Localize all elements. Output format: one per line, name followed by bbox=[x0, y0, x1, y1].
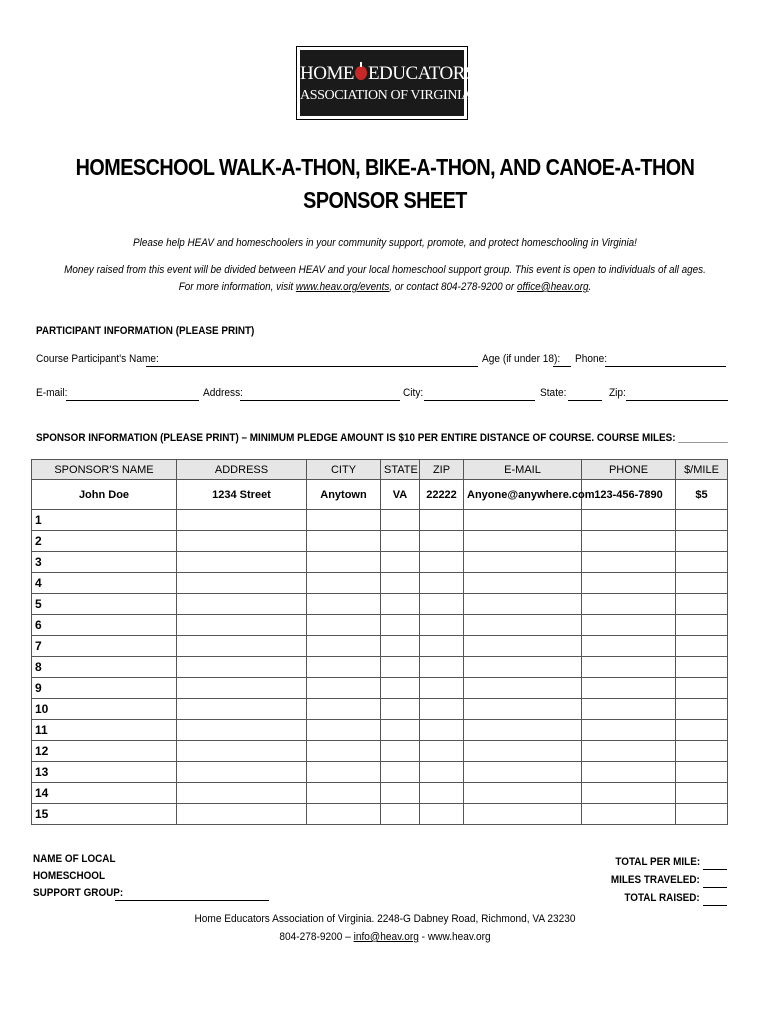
table-cell[interactable] bbox=[177, 720, 307, 741]
table-cell[interactable] bbox=[676, 615, 728, 636]
table-cell[interactable] bbox=[676, 510, 728, 531]
row-number-cell[interactable]: 5 bbox=[32, 594, 177, 615]
table-row bbox=[32, 531, 728, 552]
table-cell[interactable] bbox=[420, 762, 464, 783]
table-row bbox=[32, 804, 728, 825]
table-cell[interactable] bbox=[582, 783, 676, 804]
table-cell[interactable] bbox=[676, 552, 728, 573]
table-cell[interactable] bbox=[420, 531, 464, 552]
table-cell[interactable] bbox=[307, 573, 381, 594]
column-header: E-MAIL bbox=[464, 460, 582, 480]
participant-name-label: Course Participant's Name: bbox=[36, 353, 159, 365]
table-cell[interactable] bbox=[464, 783, 582, 804]
table-cell[interactable] bbox=[381, 531, 420, 552]
participant-name-field[interactable] bbox=[146, 366, 478, 367]
city-label: City: bbox=[403, 387, 424, 399]
row-number-cell[interactable]: 1 bbox=[32, 510, 177, 531]
apple-icon bbox=[355, 66, 367, 80]
zip-field[interactable] bbox=[626, 400, 728, 401]
intro-paragraph-2: Money raised from this event will be divided between HEAV and your local homeschool support group. This event is open to individuals of all ages. bbox=[64, 264, 706, 276]
table-cell[interactable] bbox=[464, 552, 582, 573]
table-cell[interactable] bbox=[676, 783, 728, 804]
sponsor-table bbox=[31, 459, 728, 825]
sponsor-heading: SPONSOR INFORMATION (PLEASE PRINT) – MINIMUM PLEDGE AMOUNT IS $10 PER ENTIRE DISTANCE OF COURSE. COURSE MILES: _________ bbox=[36, 432, 728, 444]
table-cell[interactable] bbox=[177, 594, 307, 615]
table-cell[interactable] bbox=[676, 636, 728, 657]
logo-line-2: ASSOCIATION OF VIRGINIA bbox=[300, 88, 471, 103]
table-cell[interactable] bbox=[464, 594, 582, 615]
zip-label: Zip: bbox=[609, 387, 626, 399]
table-cell[interactable] bbox=[582, 699, 676, 720]
row-number-cell[interactable]: 9 bbox=[32, 678, 177, 699]
table-cell[interactable] bbox=[582, 804, 676, 825]
table-cell[interactable] bbox=[420, 699, 464, 720]
table-cell[interactable] bbox=[420, 804, 464, 825]
table-cell[interactable] bbox=[676, 657, 728, 678]
table-cell[interactable] bbox=[307, 783, 381, 804]
footer-contact bbox=[31, 931, 739, 943]
table-cell[interactable] bbox=[420, 720, 464, 741]
events-link[interactable]: www.heav.org/events bbox=[295, 281, 390, 293]
column-header: CITY bbox=[307, 460, 381, 480]
footer-website: - www.heav.org bbox=[418, 931, 491, 943]
table-cell[interactable] bbox=[381, 552, 420, 573]
table-cell[interactable] bbox=[381, 720, 420, 741]
intro-text: For more information, visit bbox=[178, 281, 296, 293]
table-cell[interactable] bbox=[582, 615, 676, 636]
table-cell[interactable] bbox=[676, 573, 728, 594]
table-cell[interactable] bbox=[381, 699, 420, 720]
table-cell[interactable] bbox=[177, 510, 307, 531]
row-number-cell[interactable]: 6 bbox=[32, 615, 177, 636]
state-label: State: bbox=[540, 387, 567, 399]
table-cell[interactable] bbox=[307, 552, 381, 573]
table-cell[interactable] bbox=[582, 531, 676, 552]
table-cell[interactable] bbox=[381, 762, 420, 783]
address-field[interactable] bbox=[240, 400, 400, 401]
participant-heading: PARTICIPANT INFORMATION (PLEASE PRINT) bbox=[36, 325, 255, 337]
table-row bbox=[32, 657, 728, 678]
row-number-cell[interactable]: 11 bbox=[32, 720, 177, 741]
phone-field[interactable] bbox=[605, 366, 726, 367]
table-cell[interactable] bbox=[676, 678, 728, 699]
table-cell[interactable] bbox=[307, 594, 381, 615]
table-cell[interactable] bbox=[307, 657, 381, 678]
info-email-link[interactable]: info@heav.org bbox=[353, 931, 419, 943]
table-cell[interactable] bbox=[381, 783, 420, 804]
table-cell[interactable] bbox=[464, 573, 582, 594]
table-cell[interactable] bbox=[464, 699, 582, 720]
table-cell[interactable] bbox=[177, 678, 307, 699]
table-cell[interactable] bbox=[464, 741, 582, 762]
row-number-cell[interactable]: 15 bbox=[32, 804, 177, 825]
table-cell[interactable] bbox=[307, 720, 381, 741]
table-cell[interactable] bbox=[676, 531, 728, 552]
table-cell[interactable] bbox=[420, 678, 464, 699]
table-cell[interactable] bbox=[177, 699, 307, 720]
table-cell[interactable] bbox=[177, 531, 307, 552]
table-cell[interactable] bbox=[381, 741, 420, 762]
total-raised-label: TOTAL RAISED: bbox=[624, 892, 700, 904]
table-cell[interactable] bbox=[582, 510, 676, 531]
intro-paragraph-1: Please help HEAV and homeschoolers in your community support, promote, and protect homeschooling in Virginia! bbox=[133, 237, 637, 249]
table-cell[interactable] bbox=[676, 594, 728, 615]
logo-word-home: HOME bbox=[300, 63, 354, 84]
table-cell[interactable] bbox=[676, 804, 728, 825]
table-cell[interactable] bbox=[177, 783, 307, 804]
table-cell: 123-456-7890 bbox=[582, 480, 676, 510]
table-cell[interactable] bbox=[381, 657, 420, 678]
state-field[interactable] bbox=[568, 400, 602, 401]
footer-address: Home Educators Association of Virginia. 2248-G Dabney Road, Richmond, VA 23230 bbox=[194, 913, 576, 925]
table-cell[interactable] bbox=[676, 741, 728, 762]
column-header: $/MILE bbox=[676, 460, 728, 480]
table-cell[interactable] bbox=[177, 804, 307, 825]
city-field[interactable] bbox=[424, 400, 535, 401]
age-label: Age (if under 18): bbox=[482, 353, 561, 365]
table-cell[interactable] bbox=[420, 510, 464, 531]
row-number-cell[interactable]: 10 bbox=[32, 699, 177, 720]
table-row bbox=[32, 678, 728, 699]
total-per-mile-field[interactable] bbox=[703, 869, 727, 870]
table-cell[interactable] bbox=[582, 657, 676, 678]
table-cell: VA bbox=[381, 480, 420, 510]
age-field[interactable] bbox=[553, 366, 571, 367]
table-cell[interactable] bbox=[307, 699, 381, 720]
table-row bbox=[32, 762, 728, 783]
table-cell[interactable] bbox=[464, 804, 582, 825]
table-header-row bbox=[32, 460, 728, 480]
row-number-cell[interactable]: 12 bbox=[32, 741, 177, 762]
email-label: E-mail: bbox=[36, 387, 68, 399]
table-cell[interactable] bbox=[177, 741, 307, 762]
row-number-cell[interactable]: 8 bbox=[32, 657, 177, 678]
intro-text: , or contact 804-278-9200 or bbox=[389, 281, 517, 293]
table-row bbox=[32, 615, 728, 636]
table-cell[interactable] bbox=[420, 594, 464, 615]
table-cell[interactable] bbox=[177, 762, 307, 783]
table-cell[interactable] bbox=[464, 636, 582, 657]
row-number-cell[interactable]: 7 bbox=[32, 636, 177, 657]
table-row bbox=[32, 573, 728, 594]
table-cell: John Doe bbox=[32, 480, 177, 510]
table-cell[interactable] bbox=[464, 720, 582, 741]
table-cell[interactable] bbox=[177, 573, 307, 594]
table-cell[interactable] bbox=[307, 531, 381, 552]
footer-phone: 804-278-9200 – bbox=[279, 931, 354, 943]
table-cell[interactable] bbox=[582, 678, 676, 699]
table-row bbox=[32, 720, 728, 741]
phone-label: Phone: bbox=[575, 353, 608, 365]
total-per-mile-label: TOTAL PER MILE: bbox=[615, 856, 700, 868]
table-cell[interactable] bbox=[582, 720, 676, 741]
table-cell[interactable] bbox=[420, 783, 464, 804]
support-group-field[interactable] bbox=[115, 900, 269, 901]
table-cell[interactable] bbox=[307, 615, 381, 636]
miles-traveled-label: MILES TRAVELED: bbox=[611, 874, 700, 886]
table-cell[interactable] bbox=[307, 510, 381, 531]
table-cell[interactable] bbox=[464, 678, 582, 699]
table-cell: 1234 Street bbox=[177, 480, 307, 510]
table-row bbox=[32, 699, 728, 720]
table-cell[interactable] bbox=[464, 510, 582, 531]
table-cell[interactable] bbox=[381, 510, 420, 531]
group-label-line-1: NAME OF LOCAL bbox=[33, 853, 116, 865]
table-cell[interactable] bbox=[464, 762, 582, 783]
table-cell[interactable] bbox=[177, 636, 307, 657]
page-subtitle: SPONSOR SHEET bbox=[303, 187, 467, 213]
column-header: STATE bbox=[381, 460, 420, 480]
table-row bbox=[32, 552, 728, 573]
table-cell[interactable] bbox=[307, 762, 381, 783]
table-cell: Anytown bbox=[307, 480, 381, 510]
table-cell[interactable] bbox=[177, 657, 307, 678]
row-number-cell[interactable]: 2 bbox=[32, 531, 177, 552]
table-cell[interactable] bbox=[307, 678, 381, 699]
table-cell[interactable] bbox=[582, 594, 676, 615]
table-cell[interactable] bbox=[676, 699, 728, 720]
table-cell[interactable] bbox=[177, 552, 307, 573]
group-label-line-3: SUPPORT GROUP: bbox=[33, 887, 124, 899]
table-cell[interactable] bbox=[582, 636, 676, 657]
table-cell[interactable] bbox=[420, 552, 464, 573]
table-cell[interactable] bbox=[464, 531, 582, 552]
table-cell[interactable] bbox=[381, 804, 420, 825]
table-row bbox=[32, 636, 728, 657]
office-email-link[interactable]: office@heav.org bbox=[516, 281, 589, 293]
email-field[interactable] bbox=[66, 400, 199, 401]
table-cell[interactable] bbox=[420, 615, 464, 636]
column-header: ADDRESS bbox=[177, 460, 307, 480]
table-cell: 22222 bbox=[420, 480, 464, 510]
table-cell[interactable] bbox=[464, 615, 582, 636]
table-cell[interactable] bbox=[676, 762, 728, 783]
table-cell[interactable] bbox=[582, 741, 676, 762]
row-number-cell[interactable]: 4 bbox=[32, 573, 177, 594]
table-row bbox=[32, 594, 728, 615]
table-cell[interactable] bbox=[420, 636, 464, 657]
table-cell[interactable] bbox=[582, 762, 676, 783]
table-cell[interactable] bbox=[381, 678, 420, 699]
logo-word-educators: EDUCATORS bbox=[367, 63, 476, 84]
intro-paragraph-3 bbox=[39, 281, 732, 293]
table-cell[interactable] bbox=[381, 636, 420, 657]
group-label-line-2: HOMESCHOOL bbox=[33, 870, 106, 882]
column-header: ZIP bbox=[420, 460, 464, 480]
table-cell[interactable] bbox=[582, 552, 676, 573]
table-row bbox=[32, 510, 728, 531]
table-cell[interactable] bbox=[307, 804, 381, 825]
row-number-cell[interactable]: 3 bbox=[32, 552, 177, 573]
row-number-cell[interactable]: 14 bbox=[32, 783, 177, 804]
logo-line-1 bbox=[300, 63, 476, 85]
table-cell[interactable] bbox=[420, 741, 464, 762]
table-cell[interactable] bbox=[420, 573, 464, 594]
heav-logo bbox=[296, 46, 476, 120]
table-row bbox=[32, 741, 728, 762]
table-cell: $5 bbox=[676, 480, 728, 510]
table-cell[interactable] bbox=[464, 657, 582, 678]
table-cell[interactable] bbox=[307, 636, 381, 657]
table-cell[interactable] bbox=[582, 573, 676, 594]
table-cell[interactable] bbox=[307, 741, 381, 762]
table-cell: Anyone@anywhere.com bbox=[464, 480, 582, 510]
table-cell[interactable] bbox=[177, 615, 307, 636]
address-label: Address: bbox=[203, 387, 243, 399]
logo-panel bbox=[300, 50, 476, 116]
example-row bbox=[32, 480, 728, 510]
page-title: HOMESCHOOL WALK-A-THON, BIKE-A-THON, AND CANOE-A-THON bbox=[75, 154, 695, 180]
intro-text: . bbox=[588, 281, 592, 293]
total-raised-field[interactable] bbox=[703, 905, 727, 906]
table-cell[interactable] bbox=[381, 615, 420, 636]
row-number-cell[interactable]: 13 bbox=[32, 762, 177, 783]
table-cell[interactable] bbox=[381, 573, 420, 594]
table-cell[interactable] bbox=[676, 720, 728, 741]
table-row bbox=[32, 783, 728, 804]
miles-traveled-field[interactable] bbox=[703, 887, 727, 888]
column-header: PHONE bbox=[582, 460, 676, 480]
table-cell[interactable] bbox=[381, 594, 420, 615]
column-header: SPONSOR'S NAME bbox=[32, 460, 177, 480]
table-cell[interactable] bbox=[420, 657, 464, 678]
